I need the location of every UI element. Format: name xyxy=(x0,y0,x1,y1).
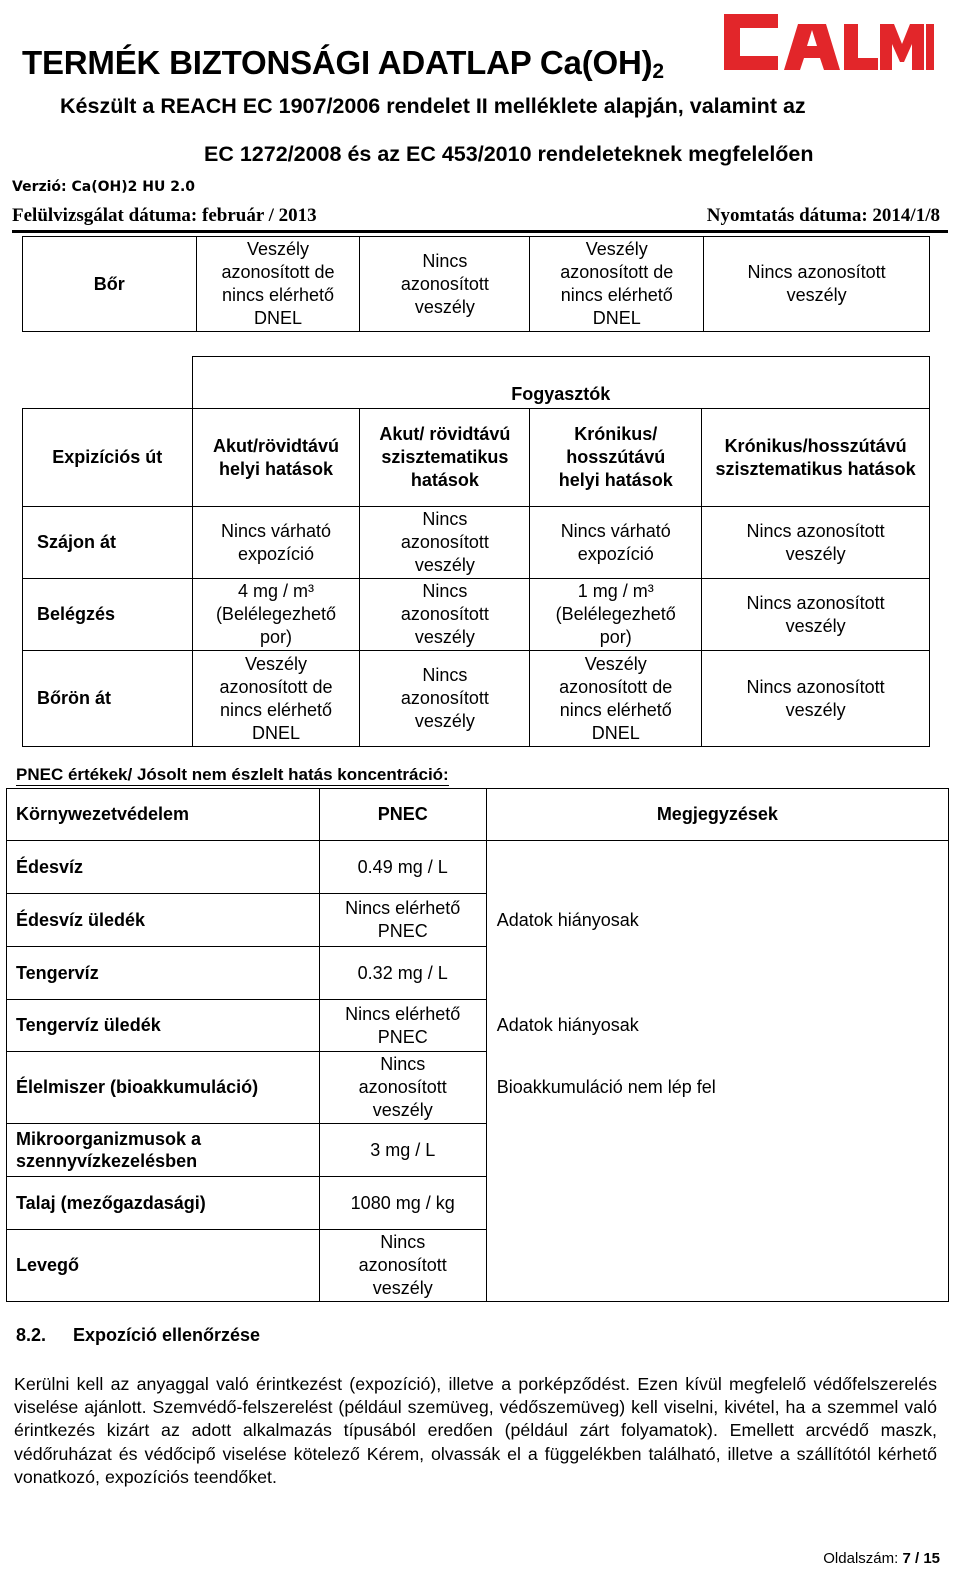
table-cell: Veszély azonosított de nincs elérhető DNEL xyxy=(530,237,704,332)
table-cell: Nincs várható expozíció xyxy=(192,507,360,579)
skin-exposure-table xyxy=(22,236,930,332)
pnec-value: Nincs azonosított veszély xyxy=(319,1230,486,1302)
table-row xyxy=(7,894,949,947)
table-cell: 4 mg / m³ (Belélegezhető por) xyxy=(192,579,360,651)
note-cell: Adatok hiányosak xyxy=(486,894,948,947)
section-title: Expozíció ellenőrzése xyxy=(73,1325,261,1345)
note-cell xyxy=(486,1124,948,1177)
environment-label: Mikroorganizmusok a szennyvízkezelésben xyxy=(7,1124,320,1177)
table-row xyxy=(7,947,949,1000)
print-date: Nyomtatás dátuma: 2014/1/8 xyxy=(706,205,940,226)
column-header: Környwezetvédelem xyxy=(7,789,320,841)
table-cell: Nincs azonosított veszély xyxy=(702,579,930,651)
note-cell xyxy=(486,1177,948,1230)
table-cell: 1 mg / m³ (Belélegezhető por) xyxy=(530,579,702,651)
column-header: Krónikus/hosszútávú szisztematikus hatások xyxy=(702,409,930,507)
page-number: Oldalszám: 7 / 15 xyxy=(823,1550,940,1567)
section-number: 8.2. xyxy=(16,1325,47,1345)
pnec-value: Nincs elérhető PNEC xyxy=(319,1000,486,1052)
table-cell: Veszély azonosított de nincs elérhető DNEL xyxy=(196,237,360,332)
pnec-table xyxy=(6,788,949,1302)
note-cell: Bioakkumuláció nem lép fel xyxy=(486,1052,948,1124)
pnec-value: Nincs elérhető PNEC xyxy=(319,894,486,947)
pnec-caption: PNEC értékek/ Jósolt nem észlelt hatás koncentráció: xyxy=(16,765,449,784)
note-cell xyxy=(486,1230,948,1302)
table-row xyxy=(23,579,930,651)
section-paragraph: Kerülni kell az anyaggal való érintkezést (expozíció), illetve a porképződést. Ezen kívül megfelelő védőfelszerelés viselése ajánlott. Szemvédő-felszerelést (például szemüveg, védőszemüveg) kell viselni, kivétel, ha a szemmel való érintkezés kizárt az adott alkalmazás típusából eredően (például zárt folyamatok). Emellett arcvédő maszk, védőruházat és védőcipő viselése kötelező Kérem, olvassák el a függelékben található, illetve a szállítótól kérhető vonatkozó, expozíciós teendőket. xyxy=(14,1374,937,1487)
table-row xyxy=(23,409,930,507)
column-header: Megjegyzések xyxy=(486,789,948,841)
table-row xyxy=(7,1230,949,1302)
table-row xyxy=(23,237,930,332)
environment-label: Tengervíz üledék xyxy=(7,1000,320,1052)
table-cell: Nincs azonosított veszély xyxy=(360,651,530,747)
pnec-value: 0.49 mg / L xyxy=(319,841,486,894)
calmit-logo xyxy=(716,8,941,76)
route-label: Belégzés xyxy=(23,579,193,651)
column-header: Expizíciós út xyxy=(23,409,193,507)
subtitle-line-1: Készült a REACH EC 1907/2006 rendelet II melléklete alapján, valamint az xyxy=(60,94,806,118)
environment-label: Talaj (mezőgazdasági) xyxy=(7,1177,320,1230)
table-cell: Nincs azonosított veszély xyxy=(360,579,530,651)
column-header: Akut/ rövidtávú szisztematikus hatások xyxy=(360,409,530,507)
table-row xyxy=(7,1052,949,1124)
document-title: TERMÉK BIZTONSÁGI ADATLAP $Ca(OH)_2$ xyxy=(22,44,664,83)
row-label: Bőr xyxy=(23,237,197,332)
group-header: Fogyasztók xyxy=(192,357,929,409)
environment-label: Édesvíz üledék xyxy=(7,894,320,947)
environment-label: Levegő xyxy=(7,1230,320,1302)
environment-label: Édesvíz xyxy=(7,841,320,894)
environment-label: Tengervíz xyxy=(7,947,320,1000)
table-row xyxy=(23,357,930,409)
table-cell: Nincs azonosított veszély xyxy=(704,237,930,332)
table-row xyxy=(23,507,930,579)
table-row xyxy=(23,651,930,747)
pnec-value: 0.32 mg / L xyxy=(319,947,486,1000)
header-divider xyxy=(12,230,948,233)
route-label: Bőrön át xyxy=(23,651,193,747)
table-cell: Nincs várható expozíció xyxy=(530,507,702,579)
table-row xyxy=(7,1000,949,1052)
table-row xyxy=(7,789,949,841)
table-cell: Veszély azonosított de nincs elérhető DNEL xyxy=(530,651,702,747)
table-row xyxy=(7,1124,949,1177)
review-date: Felülvizsgálat dátuma: február / 2013 xyxy=(12,205,317,226)
version-label: Verzió: Ca(OH)2 HU 2.0 xyxy=(12,179,196,195)
column-header: Akut/rövidtávú helyi hatások xyxy=(192,409,360,507)
column-header: PNEC xyxy=(319,789,486,841)
note-cell: Adatok hiányosak xyxy=(486,1000,948,1052)
table-cell: Veszély azonosított de nincs elérhető DNEL xyxy=(192,651,360,747)
table-row xyxy=(7,841,949,894)
empty-cell xyxy=(23,357,193,409)
pnec-value: 3 mg / L xyxy=(319,1124,486,1177)
note-cell xyxy=(486,947,948,1000)
note-cell xyxy=(486,841,948,894)
table-row xyxy=(7,1177,949,1230)
table-cell: Nincs azonosított veszély xyxy=(360,237,530,332)
subtitle-line-2: EC 1272/2008 és az EC 453/2010 rendeleteknek megfelelően xyxy=(204,142,814,166)
route-label: Szájon át xyxy=(23,507,193,579)
pnec-value: Nincs azonosított veszély xyxy=(319,1052,486,1124)
table-cell: Nincs azonosított veszély xyxy=(702,507,930,579)
pnec-value: 1080 mg / kg xyxy=(319,1177,486,1230)
column-header: Krónikus/ hosszútávú helyi hatások xyxy=(530,409,702,507)
consumers-dnel-table xyxy=(22,356,930,747)
table-cell: Nincs azonosított veszély xyxy=(702,651,930,747)
environment-label: Élelmiszer (bioakkumuláció) xyxy=(7,1052,320,1124)
table-cell: Nincs azonosított veszély xyxy=(360,507,530,579)
